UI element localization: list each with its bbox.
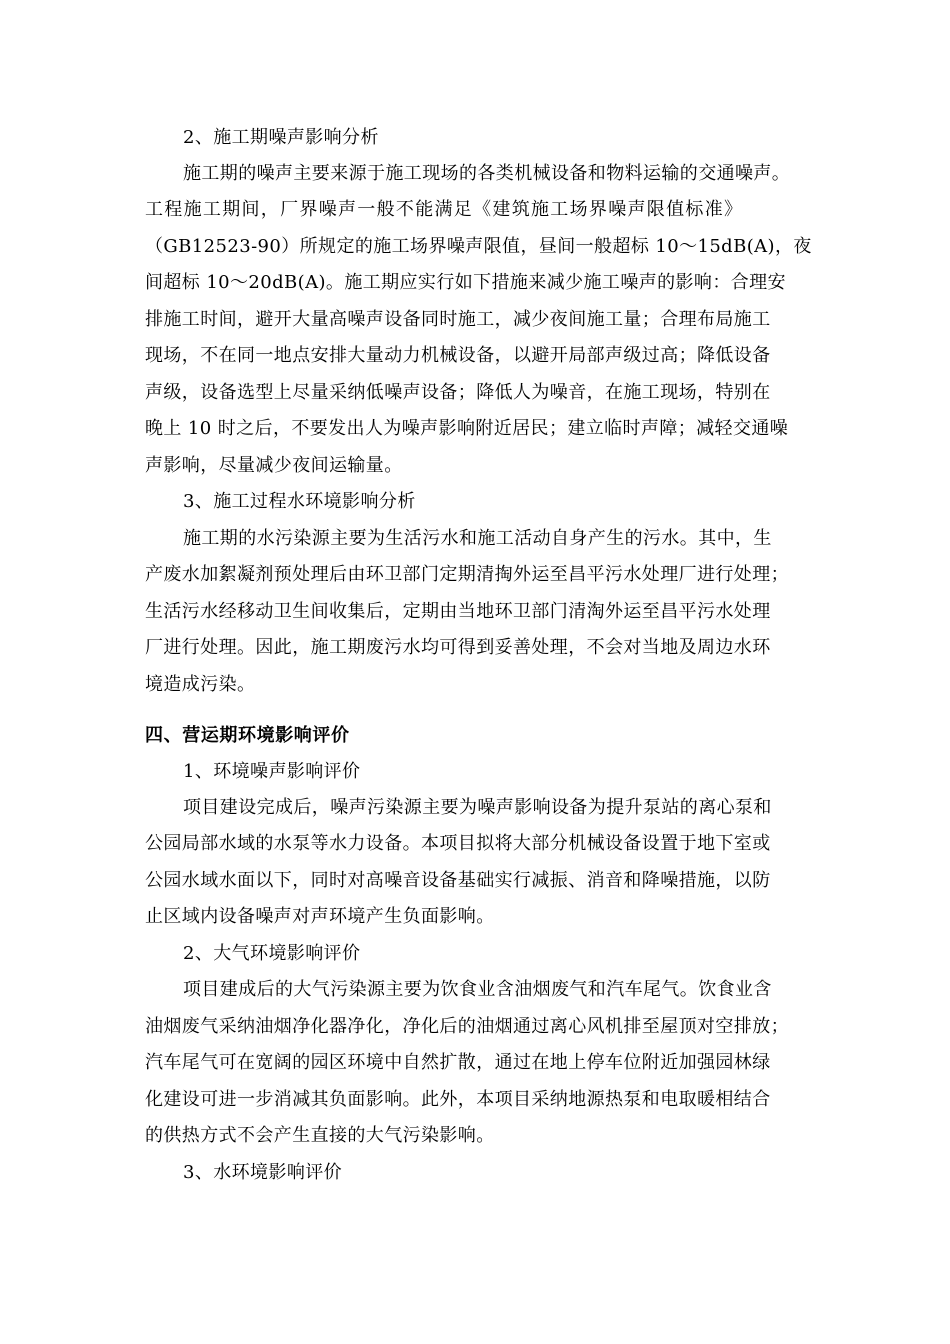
paragraph-line: 现场，不在同一地点安排大量动力机械设备，以避开局部声级过高；降低设备 (145, 345, 771, 366)
paragraph-line: 止区域内设备噪声对声环境产生负面影响。 (145, 906, 495, 927)
subheading-noise-evaluation: 1、环境噪声影响评价 (183, 761, 361, 782)
paragraph-line: 的供热方式不会产生直接的大气污染影响。 (145, 1125, 495, 1146)
subheading-construction-water: 3、施工过程水环境影响分析 (183, 491, 416, 512)
paragraph-line: 间超标 10～20dB(A)。施工期应实行如下措施来减少施工噪声的影响：合理安 (145, 272, 786, 293)
subheading-air-evaluation: 2、大气环境影响评价 (183, 943, 361, 964)
subheading-construction-noise: 2、施工期噪声影响分析 (183, 127, 379, 148)
section-heading-operation: 四、营运期环境影响评价 (145, 725, 350, 746)
paragraph-line: 公园局部水域的水泵等水力设备。本项目拟将大部分机械设备设置于地下室或 (145, 833, 771, 854)
paragraph-line: 晚上 10 时之后，不要发出人为噪声影响附近居民；建立临时声障；减轻交通噪 (145, 418, 789, 439)
paragraph-line: 厂进行处理。因此，施工期废污水均可得到妥善处理，不会对当地及周边水环 (145, 637, 771, 658)
paragraph-line: 产废水加絮凝剂预处理后由环卫部门定期清掏外运至昌平污水处理厂进行处理； (145, 564, 789, 585)
paragraph-line: 公园水域水面以下，同时对高噪音设备基础实行减振、消音和降噪措施，以防 (145, 870, 771, 891)
subheading-water-evaluation: 3、水环境影响评价 (183, 1162, 343, 1183)
paragraph-line: 油烟废气采纳油烟净化器净化，净化后的油烟通过离心风机排至屋顶对空排放； (145, 1016, 789, 1037)
paragraph-line: 项目建成后的大气污染源主要为饮食业含油烟废气和汽车尾气。饮食业含 (183, 979, 772, 1000)
paragraph-line: 工程施工期间，厂界噪声一般不能满足《建筑施工场界噪声限值标准》 (145, 199, 744, 220)
paragraph-line: （GB12523-90）所规定的施工场界噪声限值，昼间一般超标 10～15dB(A)，夜 (145, 236, 812, 257)
paragraph-line: 施工期的水污染源主要为生活污水和施工活动自身产生的污水。其中，生 (183, 528, 772, 549)
paragraph-line: 声级，设备选型上尽量采纳低噪声设备；降低人为噪音，在施工现场，特别在 (145, 382, 771, 403)
paragraph-line: 排施工时间，避开大量高噪声设备同时施工，减少夜间施工量；合理布局施工 (145, 309, 771, 330)
paragraph-line: 施工期的噪声主要来源于施工现场的各类机械设备和物料运输的交通噪声。 (183, 163, 791, 184)
paragraph-line: 化建设可进一步消减其负面影响。此外，本项目采纳地源热泵和电取暖相结合 (145, 1089, 771, 1110)
paragraph-line: 生活污水经移动卫生间收集后，定期由当地环卫部门清淘外运至昌平污水处理 (145, 601, 771, 622)
paragraph-line: 汽车尾气可在宽阔的园区环境中自然扩散，通过在地上停车位附近加强园林绿 (145, 1052, 771, 1073)
paragraph-line: 项目建设完成后，噪声污染源主要为噪声影响设备为提升泵站的离心泵和 (183, 797, 772, 818)
paragraph-line: 境造成污染。 (145, 674, 256, 695)
paragraph-line: 声影响，尽量减少夜间运输量。 (145, 455, 403, 476)
